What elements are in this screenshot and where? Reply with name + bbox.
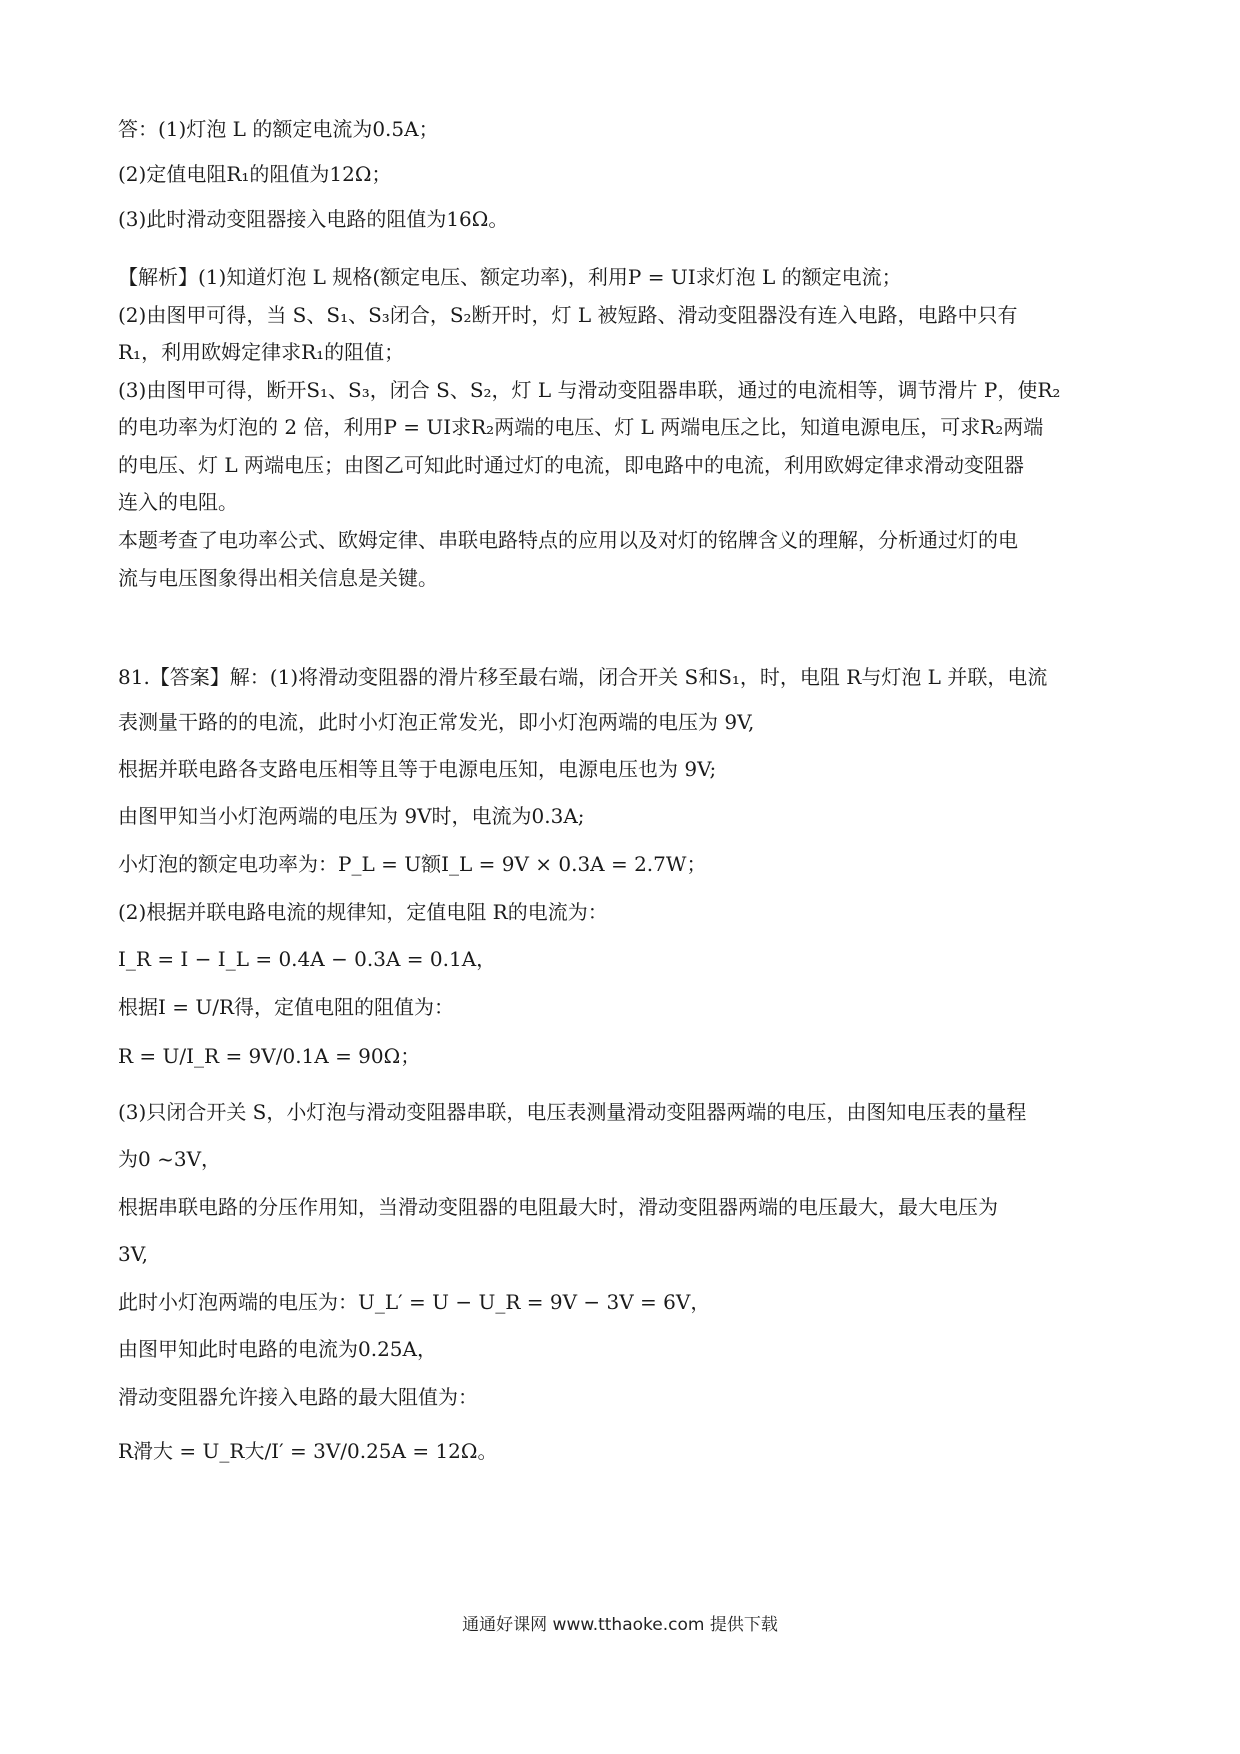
analysis-line-4: (3)由图甲可得，断开S₁、S₃，闭合 S、S₂，灯 L 与滑动变阻器串联，通过的电流相等，调节滑片 P，使R₂ [118,378,1061,402]
analysis-line-7: 连入的电阻。 [118,490,238,514]
analysis-line-8: 本题考查了电功率公式、欧姆定律、串联电路特点的应用以及对灯的铭牌含义的理解，分析通过灯的电 [118,528,1018,552]
q81-line-6: (2)根据并联电路电流的规律知，定值电阻 R的电流为： [118,900,608,924]
analysis-line-2: (2)由图甲可得，当 S、S₁、S₃闭合，S₂断开时，灯 L 被短路、滑动变阻器没有连入电路，电路中只有 [118,303,1018,327]
q81-line-4: 由图甲知当小灯泡两端的电压为 9V时，电流为0.3A; [118,804,585,828]
q81-line-5: 小灯泡的额定电功率为：P_L = U额I_L = 9V × 0.3A = 2.7W； [118,852,707,876]
answer-line-2: (2)定值电阻R₁的阻值为12Ω； [118,162,392,186]
q81-line-15: 由图甲知此时电路的电流为0.25A， [118,1337,437,1361]
q81-line-11: 为0 ~3V， [118,1147,222,1171]
q81-line-7: I_R = I − I_L = 0.4A − 0.3A = 0.1A， [118,947,497,971]
q81-line-3: 根据并联电路各支路电压相等且等于电源电压知，电源电压也为 9V; [118,757,717,781]
analysis-line-1: 【解析】(1)知道灯泡 L 规格(额定电压、额定功率)，利用P = UI求灯泡 L 的额定电流； [118,265,902,289]
q81-line-10: (3)只闭合开关 S，小灯泡与滑动变阻器串联，电压表测量滑动变阻器两端的电压，由图知电压表的量程 [118,1100,1027,1124]
q81-line-17: R滑大 = U_R大/I′ = 3V/0.25A = 12Ω。 [118,1439,498,1463]
q81-line-13: 3V, [118,1242,149,1266]
analysis-line-9: 流与电压图象得出相关信息是关键。 [118,566,438,590]
analysis-line-6: 的电压、灯 L 两端电压；由图乙可知此时通过灯的电流，即电路中的电流，利用欧姆定律求滑动变阻器 [118,453,1024,477]
q81-line-16: 滑动变阻器允许接入电路的最大阻值为： [118,1385,478,1409]
q81-line-1: 81.【答案】解：(1)将滑动变阻器的滑片移至最右端，闭合开关 S和S₁，时，电阻 R与灯泡 L 并联，电流 [118,665,1048,689]
analysis-line-3: R₁，利用欧姆定律求R₁的阻值； [118,340,405,364]
answer-line-3: (3)此时滑动变阻器接入电路的阻值为16Ω。 [118,207,509,231]
page-footer: 通通好课网 www.tthaoke.com 提供下载 [462,1615,778,1635]
answer-line-1: 答：(1)灯泡 L 的额定电流为0.5A； [118,117,439,141]
q81-line-2: 表测量干路的的电流，此时小灯泡正常发光，即小灯泡两端的电压为 9V, [118,710,755,734]
q81-line-12: 根据串联电路的分压作用知，当滑动变阻器的电阻最大时，滑动变阻器两端的电压最大，最大电压为 [118,1195,998,1219]
q81-line-14: 此时小灯泡两端的电压为：U_L′ = U − U_R = 9V − 3V = 6V， [118,1290,711,1314]
q81-line-8: 根据I = U/R得，定值电阻的阻值为： [118,995,455,1019]
q81-line-9: R = U/I_R = 9V/0.1A = 90Ω； [118,1044,421,1068]
analysis-line-5: 的电功率为灯泡的 2 倍，利用P = UI求R₂两端的电压、灯 L 两端电压之比，知道电源电压，可求R₂两端 [118,415,1044,439]
